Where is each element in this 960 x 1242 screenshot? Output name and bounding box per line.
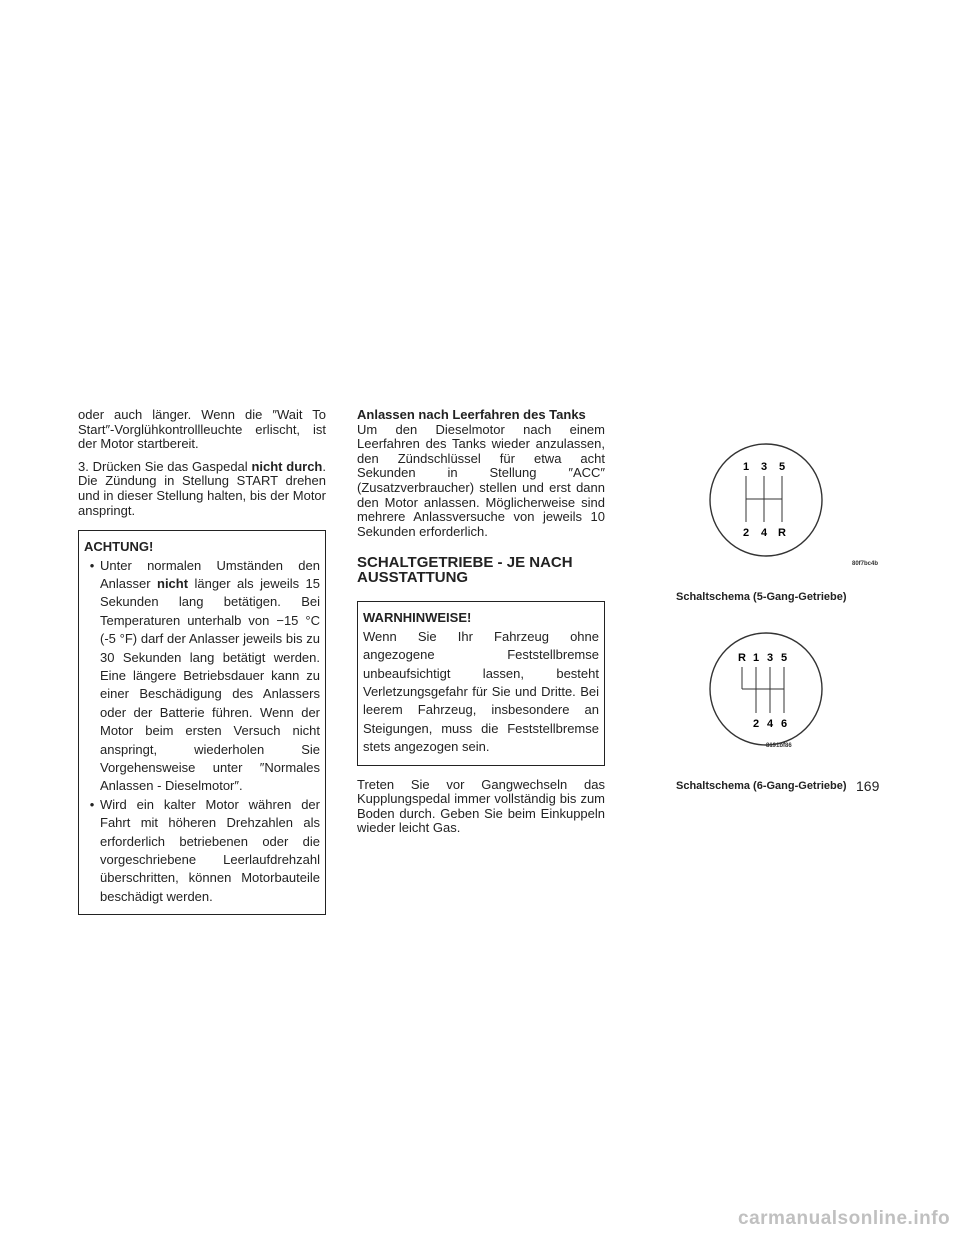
shift-pattern-6-speed-diagram <box>706 629 826 749</box>
bullet-icon: • <box>89 796 95 812</box>
gear-label: 2 <box>752 717 760 730</box>
gear-label: 5 <box>780 651 788 664</box>
caution-bullet-2 <box>84 796 320 906</box>
gear-label: 4 <box>766 717 774 730</box>
gear-label: 2 <box>742 527 750 539</box>
gear-label: 3 <box>766 651 774 664</box>
caution-title: ACHTUNG! <box>84 539 154 555</box>
bullet-1-emphasis: nicht <box>157 575 189 591</box>
figure-caption-5-speed: Schaltschema (5-Gang-Getriebe) <box>676 591 847 603</box>
paragraph-empty-tank: Um den Dieselmotor nach einem Leerfahren des Tanks wieder anzulassen, den Zündschlüssel für etwa acht Sekunden in Stellung ″ACC″ (Zusatzverbraucher) stellen und erst dann den Motor anlassen. Möglicherweise sind mehrere Anlassversuche von jeweils 10 Sekunden erforderlich. <box>357 421 605 539</box>
gear-label: 6 <box>780 717 788 730</box>
warning-title: WARNHINWEISE! <box>363 610 472 626</box>
warning-box <box>357 601 605 765</box>
warning-text: Wenn Sie Ihr Fahrzeug ohne angezogene Feststellbremse unbeaufsichtigt lassen, besteht Verletzungsgefahr für Sie und Dritte. Bei leerem Fahrzeug, insbesondere an Steigungen, muss die Feststellbremse stets angezogen sein. <box>363 628 599 755</box>
figure-caption-6-speed: Schaltschema (6-Gang-Getriebe) <box>676 779 847 792</box>
paragraph-clutch: Treten Sie vor Gangwechseln das Kupplungspedal immer vollständig bis zum Boden durch. Geben Sie beim Einkuppeln wieder leicht Gas. <box>357 776 605 836</box>
footer-watermark: carmanualsonline.info <box>738 1208 951 1229</box>
section-title-manual-transmission: SCHALTGETRIEBE - JE NACH AUSSTATTUNG <box>357 554 573 587</box>
step-3-emphasis: nicht durch <box>251 458 323 474</box>
left-column <box>78 408 326 915</box>
figure-code: 80f7bc4b <box>852 561 879 567</box>
paragraph-step-3 <box>78 460 326 518</box>
shift-pattern-5-speed-figure <box>636 440 896 590</box>
gear-label: R <box>738 651 746 664</box>
gear-label: 3 <box>760 461 768 473</box>
caution-bullet-1 <box>84 557 320 796</box>
gear-label: 1 <box>752 651 760 664</box>
caution-bullet-1-text <box>100 557 320 796</box>
step-3-text-c: . Die Zündung in Stellung START drehen und in dieser Stellung halten, bis der Motor anspringt. <box>78 458 326 518</box>
gear-label: 5 <box>778 461 786 473</box>
bullet-icon: • <box>89 557 95 573</box>
caution-bullet-2-text: Wird ein kalter Motor währen der Fahrt mit höheren Drehzahlen als erforderlich betriebenen oder die vorgeschriebene Leerlaufdrehzahl überschritten, können Motorbauteile beschädigt werden. <box>100 796 320 904</box>
step-3-text-a: 3. Drücken Sie das Gaspedal <box>78 458 252 474</box>
gear-label: 4 <box>760 527 768 539</box>
bullet-1-text-c: länger als jeweils 15 Sekunden lang betätigen. Bei Temperaturen unterhalb von −15 °C (-5 °F) darf der Anlasser jeweils bis zu 30 Sekunden lang betätigt werden. Eine längere Betriebsdauer kann zu einer Beschädigung des Anlassers oder der Batterie führen. Wenn der Motor beim ersten Versuch nicht anspringt, wiederholen Sie Vorgehensweise unter ″Normales Anlassen - Dieselmotor″. <box>100 575 320 794</box>
right-column <box>636 440 896 793</box>
shift-pattern-5-speed-diagram <box>706 440 826 560</box>
middle-column <box>357 408 605 844</box>
caution-box <box>78 530 326 915</box>
page-number: 169 <box>856 778 880 794</box>
subheading-empty-tank: Anlassen nach Leerfahren des Tanks <box>357 407 586 422</box>
shift-pattern-6-speed-figure <box>636 629 896 779</box>
figure-code: 8191bf86 <box>766 742 792 749</box>
gear-label: 1 <box>742 461 750 473</box>
gear-label: R <box>778 527 786 539</box>
paragraph-continued: oder auch länger. Wenn die ″Wait To Start″-Vorglühkontrollleuchte erlischt, ist der Motor startbereit. <box>78 407 326 452</box>
bullet-1-text-a: Unter normalen Umständen den Anlasser <box>100 557 320 591</box>
